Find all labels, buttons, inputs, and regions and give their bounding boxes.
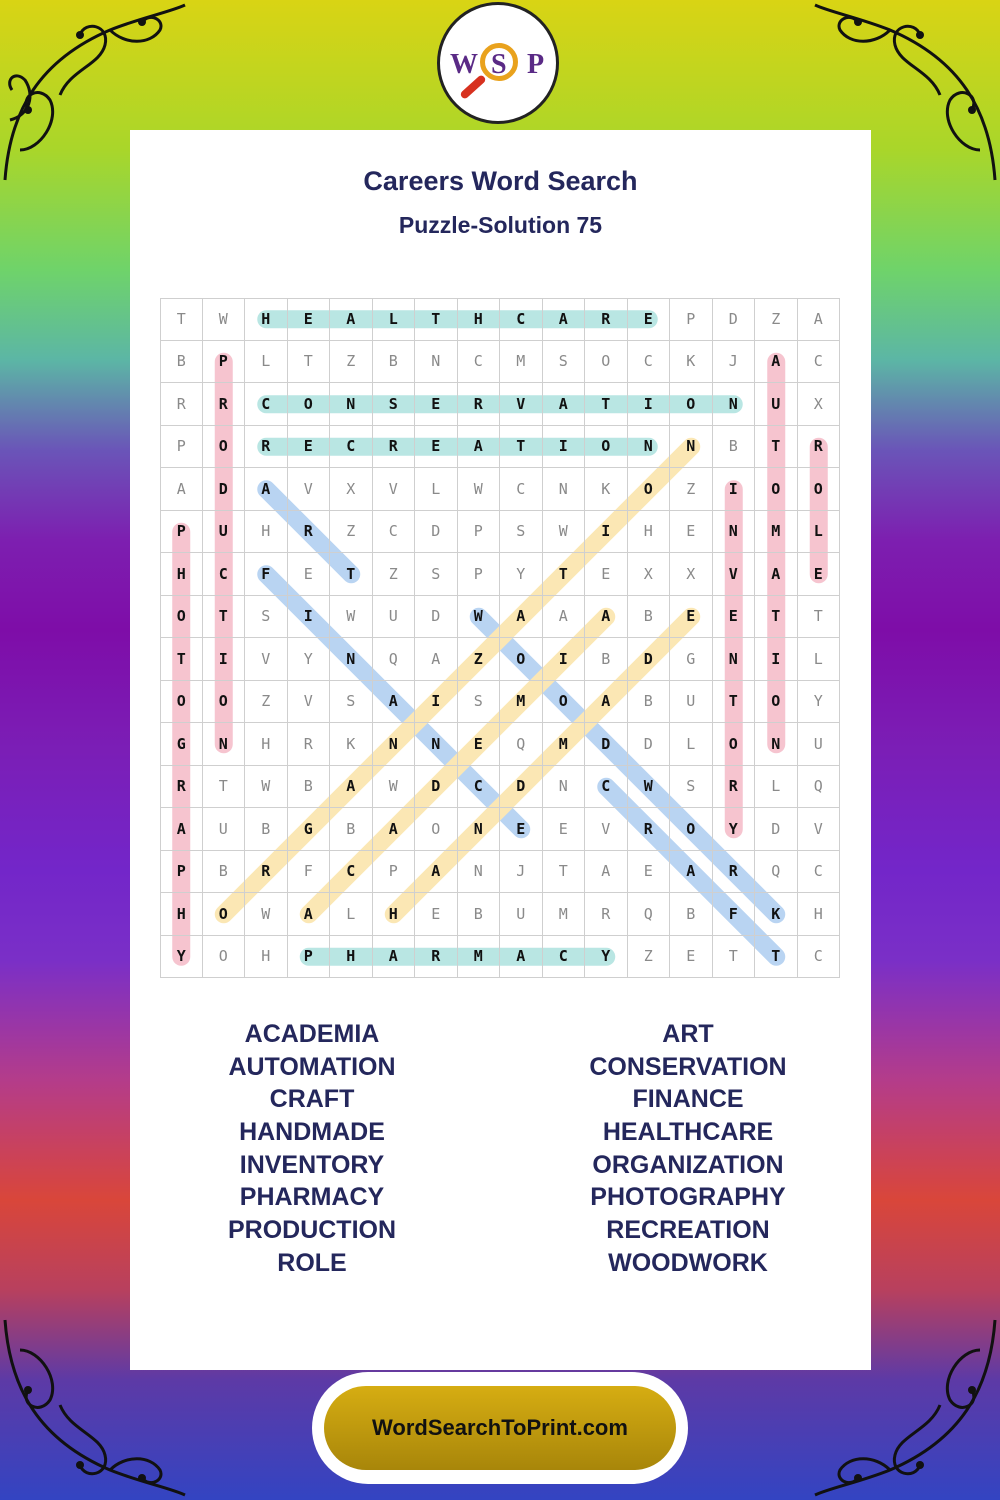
grid-cell[interactable]: I bbox=[543, 426, 586, 469]
grid-cell[interactable]: X bbox=[670, 553, 713, 596]
grid-cell[interactable]: D bbox=[755, 808, 798, 851]
grid-cell[interactable]: C bbox=[330, 426, 373, 469]
grid-cell[interactable]: E bbox=[415, 383, 458, 426]
grid-cell[interactable]: M bbox=[543, 723, 586, 766]
grid-cell[interactable]: C bbox=[458, 766, 501, 809]
grid-cell[interactable]: N bbox=[713, 638, 756, 681]
grid-cell[interactable]: A bbox=[500, 936, 543, 979]
grid-cell[interactable]: H bbox=[245, 723, 288, 766]
word-search-grid bbox=[160, 298, 840, 978]
grid-cell[interactable]: C bbox=[203, 553, 246, 596]
grid-cell[interactable]: B bbox=[245, 808, 288, 851]
grid-cell[interactable]: R bbox=[713, 766, 756, 809]
grid-cell[interactable]: O bbox=[713, 723, 756, 766]
word-list-item: CRAFT bbox=[269, 1085, 355, 1114]
grid-cell[interactable]: B bbox=[160, 341, 203, 384]
word-list-item: ACADEMIA bbox=[244, 1020, 380, 1048]
grid-cell[interactable]: A bbox=[543, 383, 586, 426]
grid-cell[interactable]: X bbox=[628, 553, 671, 596]
grid-cell[interactable]: T bbox=[160, 638, 203, 681]
grid-cell[interactable]: K bbox=[670, 341, 713, 384]
grid-cell[interactable]: O bbox=[160, 681, 203, 724]
grid-cell[interactable]: W bbox=[628, 766, 671, 809]
page-title: Careers Word Search bbox=[363, 166, 638, 196]
grid-cell[interactable]: C bbox=[500, 298, 543, 341]
grid-cell[interactable]: C bbox=[245, 383, 288, 426]
word-list-item: AUTOMATION bbox=[228, 1052, 396, 1081]
grid-cell[interactable]: J bbox=[500, 851, 543, 894]
grid-cell[interactable]: P bbox=[160, 851, 203, 894]
grid-cell[interactable]: Y bbox=[160, 936, 203, 979]
grid-cell[interactable]: C bbox=[798, 936, 841, 979]
grid-cell[interactable]: U bbox=[203, 808, 246, 851]
grid-cell[interactable]: Z bbox=[330, 341, 373, 384]
grid-cell[interactable]: V bbox=[798, 808, 841, 851]
grid-cell[interactable]: T bbox=[755, 936, 798, 979]
grid-cell[interactable]: Q bbox=[798, 766, 841, 809]
grid-cell[interactable]: K bbox=[755, 893, 798, 936]
grid-cell[interactable]: U bbox=[203, 511, 246, 554]
grid-cell[interactable]: T bbox=[160, 298, 203, 341]
footer-banner bbox=[312, 1372, 688, 1484]
grid-cell[interactable]: C bbox=[543, 936, 586, 979]
grid-cell[interactable]: O bbox=[500, 638, 543, 681]
puzzle-card bbox=[130, 130, 871, 1370]
grid-cell[interactable]: C bbox=[798, 851, 841, 894]
grid-cell[interactable]: I bbox=[628, 383, 671, 426]
grid-cell[interactable]: C bbox=[798, 341, 841, 384]
grid-cell[interactable]: B bbox=[670, 893, 713, 936]
grid-cell[interactable]: A bbox=[373, 681, 416, 724]
grid-cell[interactable]: P bbox=[203, 341, 246, 384]
grid-cell[interactable]: E bbox=[415, 426, 458, 469]
grid-cell[interactable]: A bbox=[500, 596, 543, 639]
grid-cell[interactable]: O bbox=[628, 468, 671, 511]
word-list-item: WOODWORK bbox=[608, 1248, 768, 1277]
grid-cell[interactable]: Y bbox=[713, 808, 756, 851]
grid-cell[interactable]: S bbox=[245, 596, 288, 639]
grid-cell[interactable]: Q bbox=[628, 893, 671, 936]
grid-cell[interactable]: A bbox=[415, 851, 458, 894]
grid-cell[interactable]: N bbox=[373, 723, 416, 766]
grid-cell[interactable]: T bbox=[500, 426, 543, 469]
word-list-left bbox=[147, 1018, 477, 1280]
grid-cell[interactable]: P bbox=[160, 511, 203, 554]
grid-cell[interactable]: V bbox=[288, 468, 331, 511]
grid-cell[interactable]: D bbox=[415, 596, 458, 639]
grid-cell[interactable]: H bbox=[245, 936, 288, 979]
grid-cell[interactable]: O bbox=[585, 426, 628, 469]
grid-cell[interactable]: A bbox=[458, 426, 501, 469]
grid-cell[interactable]: O bbox=[203, 893, 246, 936]
word-list-item: ART bbox=[662, 1020, 714, 1048]
grid-cell[interactable]: A bbox=[798, 298, 841, 341]
grid-cell[interactable]: B bbox=[288, 766, 331, 809]
grid-cell[interactable]: I bbox=[543, 638, 586, 681]
grid-cell[interactable]: P bbox=[670, 298, 713, 341]
grid-cell[interactable]: E bbox=[458, 723, 501, 766]
grid-cell[interactable]: H bbox=[160, 893, 203, 936]
grid-cell[interactable]: A bbox=[543, 298, 586, 341]
grid-cell[interactable]: O bbox=[670, 383, 713, 426]
grid-cell[interactable]: Z bbox=[373, 553, 416, 596]
grid-cell[interactable]: J bbox=[713, 341, 756, 384]
grid-cell[interactable]: U bbox=[670, 681, 713, 724]
grid-cell[interactable]: W bbox=[458, 468, 501, 511]
grid-cell[interactable]: V bbox=[500, 383, 543, 426]
grid-cell[interactable]: M bbox=[755, 511, 798, 554]
grid-cell[interactable]: A bbox=[245, 468, 288, 511]
letter-grid bbox=[160, 298, 840, 978]
grid-cell[interactable]: I bbox=[415, 681, 458, 724]
grid-cell[interactable]: N bbox=[628, 426, 671, 469]
grid-cell[interactable]: V bbox=[245, 638, 288, 681]
grid-cell[interactable]: D bbox=[628, 723, 671, 766]
grid-cell[interactable]: T bbox=[330, 553, 373, 596]
grid-cell[interactable]: X bbox=[330, 468, 373, 511]
grid-cell[interactable]: R bbox=[585, 893, 628, 936]
grid-cell[interactable]: F bbox=[713, 893, 756, 936]
grid-cell[interactable]: N bbox=[713, 383, 756, 426]
grid-cell[interactable]: Y bbox=[288, 638, 331, 681]
grid-cell[interactable]: H bbox=[798, 893, 841, 936]
grid-cell[interactable]: A bbox=[160, 808, 203, 851]
grid-cell[interactable]: S bbox=[543, 341, 586, 384]
grid-cell[interactable]: B bbox=[585, 638, 628, 681]
logo-letter: W bbox=[450, 49, 478, 80]
grid-cell[interactable]: D bbox=[585, 723, 628, 766]
grid-cell[interactable]: D bbox=[713, 298, 756, 341]
grid-cell[interactable]: S bbox=[500, 511, 543, 554]
grid-cell[interactable]: K bbox=[585, 468, 628, 511]
word-list-item: ORGANIZATION bbox=[592, 1150, 784, 1179]
grid-cell[interactable]: E bbox=[628, 298, 671, 341]
grid-cell[interactable]: E bbox=[415, 893, 458, 936]
grid-cell[interactable]: O bbox=[755, 468, 798, 511]
grid-cell[interactable]: P bbox=[373, 851, 416, 894]
grid-cell[interactable]: D bbox=[415, 511, 458, 554]
grid-cell[interactable]: N bbox=[330, 383, 373, 426]
grid-cell[interactable]: L bbox=[245, 341, 288, 384]
grid-cell[interactable]: W bbox=[245, 766, 288, 809]
grid-cell[interactable]: C bbox=[373, 511, 416, 554]
grid-cell[interactable]: O bbox=[203, 936, 246, 979]
grid-cell[interactable]: P bbox=[160, 426, 203, 469]
word-list-item: HEALTHCARE bbox=[602, 1118, 774, 1147]
grid-cell[interactable]: Z bbox=[755, 298, 798, 341]
grid-cell[interactable]: E bbox=[798, 553, 841, 596]
grid-cell[interactable]: O bbox=[670, 808, 713, 851]
grid-cell[interactable]: V bbox=[373, 468, 416, 511]
grid-cell[interactable]: T bbox=[755, 426, 798, 469]
grid-cell[interactable]: Q bbox=[755, 851, 798, 894]
grid-cell[interactable]: B bbox=[203, 851, 246, 894]
grid-cell[interactable]: O bbox=[203, 426, 246, 469]
grid-cell[interactable]: Q bbox=[500, 723, 543, 766]
grid-cell[interactable]: Z bbox=[330, 511, 373, 554]
grid-cell[interactable]: S bbox=[415, 553, 458, 596]
grid-cell[interactable]: X bbox=[798, 383, 841, 426]
grid-cell[interactable]: O bbox=[203, 681, 246, 724]
grid-cell[interactable]: R bbox=[798, 426, 841, 469]
logo-letter: P bbox=[527, 49, 545, 80]
grid-cell[interactable]: O bbox=[755, 681, 798, 724]
page-subtitle: Puzzle-Solution 75 bbox=[398, 212, 603, 238]
grid-cell[interactable]: L bbox=[798, 511, 841, 554]
word-list-item: INVENTORY bbox=[239, 1150, 385, 1179]
grid-cell[interactable]: L bbox=[415, 468, 458, 511]
grid-cell[interactable]: A bbox=[585, 681, 628, 724]
grid-cell[interactable]: S bbox=[670, 766, 713, 809]
grid-cell[interactable]: O bbox=[415, 808, 458, 851]
grid-cell[interactable]: A bbox=[585, 851, 628, 894]
grid-cell[interactable]: N bbox=[415, 341, 458, 384]
grid-cell[interactable]: E bbox=[288, 426, 331, 469]
grid-cell[interactable]: N bbox=[755, 723, 798, 766]
grid-cell[interactable]: N bbox=[330, 638, 373, 681]
grid-cell[interactable]: W bbox=[330, 596, 373, 639]
grid-cell[interactable]: N bbox=[458, 851, 501, 894]
grid-cell[interactable]: C bbox=[585, 766, 628, 809]
grid-cell[interactable]: C bbox=[500, 468, 543, 511]
grid-cell[interactable]: Y bbox=[585, 936, 628, 979]
word-list-item: FINANCE bbox=[632, 1085, 744, 1114]
grid-cell[interactable]: E bbox=[288, 298, 331, 341]
grid-cell[interactable]: O bbox=[160, 596, 203, 639]
grid-cell[interactable]: T bbox=[713, 681, 756, 724]
word-list-item: RECREATION bbox=[606, 1216, 770, 1245]
grid-cell[interactable]: T bbox=[415, 298, 458, 341]
grid-cell[interactable]: E bbox=[628, 851, 671, 894]
grid-cell[interactable]: V bbox=[585, 808, 628, 851]
grid-cell[interactable]: R bbox=[160, 766, 203, 809]
grid-cell[interactable]: Z bbox=[245, 681, 288, 724]
grid-cell[interactable]: Y bbox=[798, 681, 841, 724]
grid-cell[interactable]: A bbox=[330, 766, 373, 809]
grid-cell[interactable]: H bbox=[160, 553, 203, 596]
grid-cell[interactable]: K bbox=[330, 723, 373, 766]
grid-cell[interactable]: E bbox=[670, 936, 713, 979]
grid-cell[interactable]: R bbox=[713, 851, 756, 894]
grid-cell[interactable]: R bbox=[458, 383, 501, 426]
grid-cell[interactable]: A bbox=[160, 468, 203, 511]
grid-cell[interactable]: I bbox=[203, 638, 246, 681]
grid-cell[interactable]: N bbox=[543, 766, 586, 809]
grid-cell[interactable]: Z bbox=[670, 468, 713, 511]
grid-cell[interactable]: L bbox=[373, 298, 416, 341]
grid-cell[interactable]: N bbox=[415, 723, 458, 766]
grid-cell[interactable]: P bbox=[458, 511, 501, 554]
grid-cell[interactable]: A bbox=[755, 553, 798, 596]
grid-cell[interactable]: T bbox=[713, 936, 756, 979]
grid-cell[interactable]: B bbox=[458, 893, 501, 936]
grid-cell[interactable]: F bbox=[245, 553, 288, 596]
grid-cell[interactable]: I bbox=[755, 638, 798, 681]
grid-cell[interactable]: D bbox=[628, 638, 671, 681]
grid-cell[interactable]: E bbox=[288, 553, 331, 596]
grid-cell[interactable]: R bbox=[585, 298, 628, 341]
grid-cell[interactable]: P bbox=[288, 936, 331, 979]
grid-cell[interactable]: T bbox=[585, 383, 628, 426]
grid-cell[interactable]: W bbox=[543, 511, 586, 554]
grid-cell[interactable]: R bbox=[245, 426, 288, 469]
grid-cell[interactable]: M bbox=[458, 936, 501, 979]
grid-cell[interactable]: V bbox=[288, 681, 331, 724]
site-logo[interactable] bbox=[437, 2, 559, 124]
grid-cell[interactable]: W bbox=[373, 766, 416, 809]
word-list-item: PHOTOGRAPHY bbox=[590, 1183, 786, 1212]
grid-cell[interactable]: R bbox=[203, 383, 246, 426]
grid-cell[interactable]: M bbox=[500, 681, 543, 724]
grid-cell[interactable]: H bbox=[458, 298, 501, 341]
grid-cell[interactable]: O bbox=[798, 468, 841, 511]
grid-cell[interactable]: C bbox=[628, 341, 671, 384]
grid-cell[interactable]: N bbox=[543, 468, 586, 511]
grid-cell[interactable]: N bbox=[203, 723, 246, 766]
grid-cell[interactable]: A bbox=[415, 638, 458, 681]
grid-cell[interactable]: R bbox=[628, 808, 671, 851]
grid-cell[interactable]: W bbox=[203, 298, 246, 341]
grid-cell[interactable]: A bbox=[755, 341, 798, 384]
word-list-item: CONSERVATION bbox=[589, 1052, 787, 1081]
word-list-item: PRODUCTION bbox=[227, 1216, 397, 1245]
word-list-right bbox=[523, 1018, 853, 1280]
word-list-item: HANDMADE bbox=[239, 1118, 385, 1147]
grid-cell[interactable]: U bbox=[500, 893, 543, 936]
grid-cell[interactable]: G bbox=[288, 808, 331, 851]
word-list-item: PHARMACY bbox=[239, 1183, 385, 1212]
word-list-item: ROLE bbox=[277, 1248, 347, 1277]
grid-cell[interactable]: B bbox=[628, 681, 671, 724]
grid-cell[interactable]: L bbox=[670, 723, 713, 766]
grid-cell[interactable]: P bbox=[458, 553, 501, 596]
grid-cell[interactable]: I bbox=[585, 511, 628, 554]
grid-cell[interactable]: O bbox=[585, 341, 628, 384]
grid-cell[interactable]: R bbox=[288, 511, 331, 554]
grid-cell[interactable]: H bbox=[628, 511, 671, 554]
grid-cell[interactable]: O bbox=[543, 681, 586, 724]
grid-cell[interactable]: N bbox=[670, 426, 713, 469]
grid-cell[interactable]: E bbox=[670, 511, 713, 554]
grid-cell[interactable]: B bbox=[628, 596, 671, 639]
grid-cell[interactable]: M bbox=[543, 893, 586, 936]
grid-cell[interactable]: R bbox=[415, 936, 458, 979]
grid-cell[interactable]: C bbox=[458, 341, 501, 384]
grid-cell[interactable]: E bbox=[500, 808, 543, 851]
grid-cell[interactable]: Y bbox=[500, 553, 543, 596]
grid-cell[interactable]: B bbox=[373, 341, 416, 384]
logo-letter: S bbox=[491, 49, 507, 80]
grid-cell[interactable]: D bbox=[415, 766, 458, 809]
grid-cell[interactable]: H bbox=[330, 936, 373, 979]
grid-cell[interactable]: T bbox=[755, 596, 798, 639]
grid-cell[interactable]: S bbox=[373, 383, 416, 426]
grid-cell[interactable]: U bbox=[798, 723, 841, 766]
grid-cell[interactable]: A bbox=[288, 893, 331, 936]
grid-cell[interactable]: T bbox=[798, 596, 841, 639]
grid-cell[interactable]: G bbox=[670, 638, 713, 681]
grid-cell[interactable]: A bbox=[543, 596, 586, 639]
grid-cell[interactable]: B bbox=[330, 808, 373, 851]
grid-cell[interactable]: W bbox=[458, 596, 501, 639]
grid-cell[interactable]: T bbox=[543, 851, 586, 894]
grid-cell[interactable]: D bbox=[203, 468, 246, 511]
grid-cell[interactable]: Z bbox=[458, 638, 501, 681]
grid-cell[interactable]: R bbox=[373, 426, 416, 469]
grid-cell[interactable]: B bbox=[713, 426, 756, 469]
grid-cell[interactable]: Z bbox=[628, 936, 671, 979]
grid-cell[interactable]: U bbox=[373, 596, 416, 639]
grid-cell[interactable]: L bbox=[755, 766, 798, 809]
grid-cell[interactable]: T bbox=[288, 341, 331, 384]
grid-cell[interactable]: E bbox=[543, 808, 586, 851]
grid-cell[interactable]: G bbox=[160, 723, 203, 766]
grid-cell[interactable]: I bbox=[288, 596, 331, 639]
grid-cell[interactable]: O bbox=[288, 383, 331, 426]
grid-cell[interactable]: L bbox=[798, 638, 841, 681]
grid-cell[interactable]: T bbox=[543, 553, 586, 596]
grid-cell[interactable]: H bbox=[245, 298, 288, 341]
grid-cell[interactable]: R bbox=[245, 851, 288, 894]
site-link[interactable]: WordSearchToPrint.com bbox=[324, 1386, 676, 1470]
grid-cell[interactable]: L bbox=[330, 893, 373, 936]
grid-cell[interactable]: N bbox=[713, 511, 756, 554]
grid-cell[interactable]: R bbox=[288, 723, 331, 766]
grid-cell[interactable]: N bbox=[458, 808, 501, 851]
grid-cell[interactable]: D bbox=[500, 766, 543, 809]
grid-cell[interactable]: Q bbox=[373, 638, 416, 681]
grid-cell[interactable]: E bbox=[585, 553, 628, 596]
grid-cell[interactable]: T bbox=[203, 596, 246, 639]
grid-cell[interactable]: V bbox=[713, 553, 756, 596]
grid-cell[interactable]: W bbox=[245, 893, 288, 936]
grid-cell[interactable]: A bbox=[585, 596, 628, 639]
grid-cell[interactable]: H bbox=[245, 511, 288, 554]
grid-cell[interactable]: H bbox=[373, 893, 416, 936]
grid-cell[interactable]: S bbox=[330, 681, 373, 724]
grid-cell[interactable]: S bbox=[458, 681, 501, 724]
grid-cell[interactable]: C bbox=[330, 851, 373, 894]
grid-cell[interactable]: A bbox=[373, 936, 416, 979]
grid-cell[interactable]: A bbox=[670, 851, 713, 894]
grid-cell[interactable]: E bbox=[670, 596, 713, 639]
grid-cell[interactable]: I bbox=[713, 468, 756, 511]
grid-cell[interactable]: A bbox=[330, 298, 373, 341]
grid-cell[interactable]: A bbox=[373, 808, 416, 851]
grid-cell[interactable]: T bbox=[203, 766, 246, 809]
grid-cell[interactable]: E bbox=[713, 596, 756, 639]
grid-cell[interactable]: M bbox=[500, 341, 543, 384]
grid-cell[interactable]: F bbox=[288, 851, 331, 894]
grid-cell[interactable]: R bbox=[160, 383, 203, 426]
grid-cell[interactable]: U bbox=[755, 383, 798, 426]
